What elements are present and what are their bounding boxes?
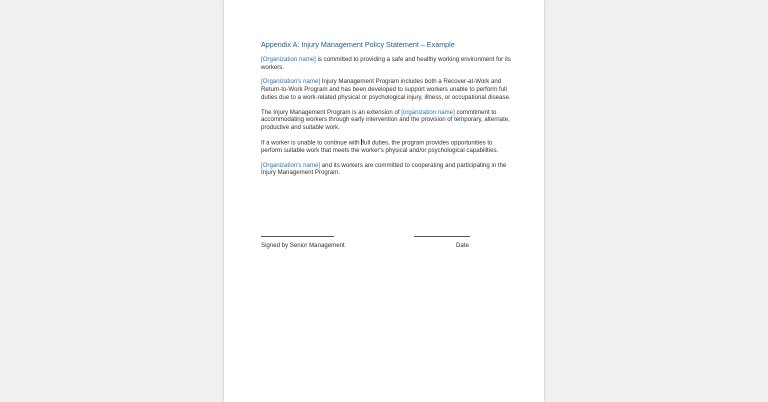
paragraph-2[interactable] [261,78,511,101]
placeholder-organizations-name[interactable]: [Organization's name] [261,78,321,86]
paragraph-3-pre: The Injury Management Program is an extension of [261,108,402,116]
paragraph-5[interactable] [261,162,511,177]
paragraph-4-post: full duties, the program provides opportunities to perform suitable work that meets the worker's physical and/or psychological capabilities. [261,139,499,154]
placeholder-organization-name-2[interactable]: [organization name] [401,108,455,116]
paragraph-2-text: Injury Management Program includes both a Recover-at-Work and Return-to-Work Program and has been developed to support workers unable to perform full duties due to a work-related physical or psychological injury, illness, or occupational disease. [261,78,511,101]
paragraph-4[interactable] [261,139,511,155]
placeholder-organizations-name-2[interactable]: [Organization's name] [261,161,321,169]
signed-by-label: Signed by Senior Management [261,242,345,249]
document-body [261,40,511,184]
document-title: Appendix A: Injury Management Policy Statement – Example [261,40,455,49]
paragraph-3[interactable] [261,109,511,132]
paragraph-4-pre: If a worker is unable to continue with [261,139,362,147]
signature-line [261,236,334,237]
paragraph-1[interactable] [261,56,511,71]
paragraph-3-post: commitment to accommodating workers through early intervention and the provision of temporary, alternate, productive and suitable work. [261,108,510,131]
paragraph-1-text: is committed to providing a safe and healthy working environment for its workers. [261,56,511,71]
paragraph-5-text: and its workers are committed to cooperating and participating in the Injury Management Program. [261,161,507,177]
date-label: Date [456,242,469,249]
date-line [414,236,470,237]
document-page [224,0,544,402]
placeholder-organization-name[interactable]: [Organization name] [261,56,316,63]
